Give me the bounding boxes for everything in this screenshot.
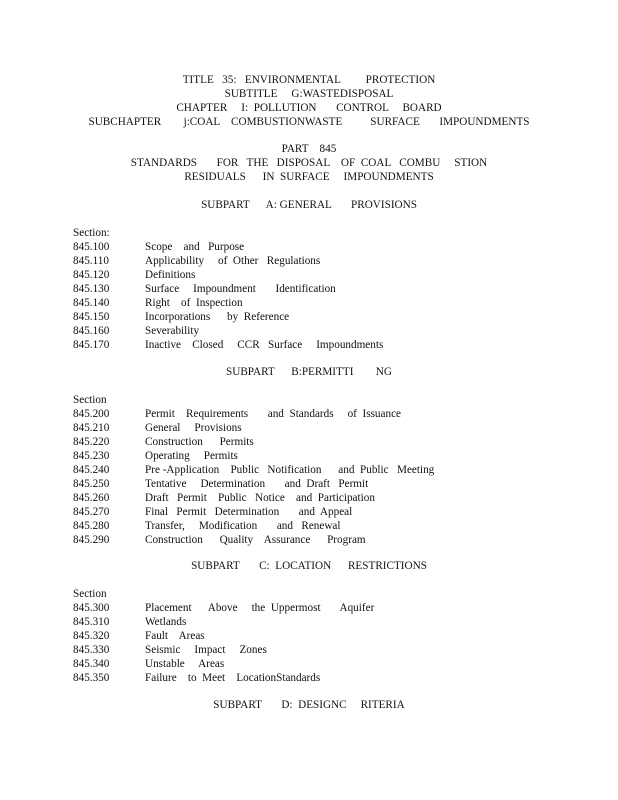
part-title-line-1: STANDARDS FOR THE DISPOSAL OF COAL COMBU STION — [130, 157, 488, 169]
section-title: Tentative Determination and Draft Permit — [145, 478, 369, 490]
section-title: Construction Quality Assurance Program — [145, 534, 366, 546]
section-number: 845.230 — [73, 450, 110, 462]
section-title: Severability — [145, 325, 200, 337]
section-number: 845.220 — [73, 436, 110, 448]
section-number: 845.320 — [73, 630, 110, 642]
section-number: 845.270 — [73, 506, 110, 518]
section-number: 845.110 — [73, 255, 109, 267]
section-label: Section: — [73, 227, 110, 239]
subtitle-line: SUBTITLE G:WASTEDISPOSAL — [224, 88, 394, 100]
section-number: 845.300 — [73, 602, 110, 614]
section-title: Definitions — [145, 269, 196, 281]
section-title: Placement Above the Uppermost Aquifer — [145, 602, 375, 614]
section-title: Permit Requirements and Standards of Issuance — [145, 408, 402, 420]
section-number: 845.280 — [73, 520, 110, 532]
section-title: Failure to Meet LocationStandards — [145, 672, 321, 684]
section-number: 845.260 — [73, 492, 110, 504]
subpart-a-heading: SUBPART A: GENERAL PROVISIONS — [201, 199, 417, 211]
section-number: 845.150 — [73, 311, 110, 323]
section-number: 845.160 — [73, 325, 110, 337]
section-number: 845.240 — [73, 464, 110, 476]
section-title: Operating Permits — [145, 450, 238, 462]
section-title: Incorporations by Reference — [145, 311, 290, 323]
section-number: 845.120 — [73, 269, 110, 281]
part-title-line-2: RESIDUALS IN SURFACE IMPOUNDMENTS — [184, 171, 434, 183]
section-number: 845.170 — [73, 339, 110, 351]
section-title: Pre -Application Public Notification and Public Meeting — [145, 464, 435, 476]
subpart-b-heading: SUBPART B:PERMITTI NG — [226, 366, 392, 378]
section-title: Scope and Purpose — [145, 241, 245, 253]
section-number: 845.350 — [73, 672, 110, 684]
section-label: Section — [73, 394, 107, 406]
section-number: 845.100 — [73, 241, 110, 253]
section-title: General Provisions — [145, 422, 242, 434]
section-number: 845.340 — [73, 658, 110, 670]
section-title: Seismic Impact Zones — [145, 644, 267, 656]
section-number: 845.130 — [73, 283, 110, 295]
section-number: 845.210 — [73, 422, 110, 434]
section-title: Inactive Closed CCR Surface Impoundments — [145, 339, 384, 351]
title-line: TITLE 35: ENVIRONMENTAL PROTECTION — [182, 74, 436, 86]
section-title: Draft Permit Public Notice and Participation — [145, 492, 375, 504]
section-number: 845.290 — [73, 534, 110, 546]
subpart-c-heading: SUBPART C: LOCATION RESTRICTIONS — [191, 560, 427, 572]
section-title: Applicability of Other Regulations — [145, 255, 321, 267]
section-number: 845.200 — [73, 408, 110, 420]
section-title: Transfer, Modification and Renewal — [145, 520, 341, 532]
section-title: Surface Impoundment Identification — [145, 283, 336, 295]
section-title: Right of Inspection — [145, 297, 243, 309]
section-number: 845.140 — [73, 297, 110, 309]
subpart-d-heading: SUBPART D: DESIGNC RITERIA — [213, 699, 405, 711]
section-number: 845.250 — [73, 478, 110, 490]
part-number: PART 845 — [281, 143, 337, 155]
section-label: Section — [73, 588, 107, 600]
chapter-line: CHAPTER I: POLLUTION CONTROL BOARD — [176, 102, 442, 114]
section-title: Construction Permits — [145, 436, 254, 448]
section-number: 845.330 — [73, 644, 110, 656]
section-title: Final Permit Determination and Appeal — [145, 506, 353, 518]
subchapter-line: SUBCHAPTER j:COAL COMBUSTIONWASTE SURFACE IMPOUNDMENTS — [88, 116, 530, 128]
section-title: Fault Areas — [145, 630, 205, 642]
section-title: Wetlands — [145, 616, 187, 628]
section-number: 845.310 — [73, 616, 110, 628]
section-title: Unstable Areas — [145, 658, 225, 670]
